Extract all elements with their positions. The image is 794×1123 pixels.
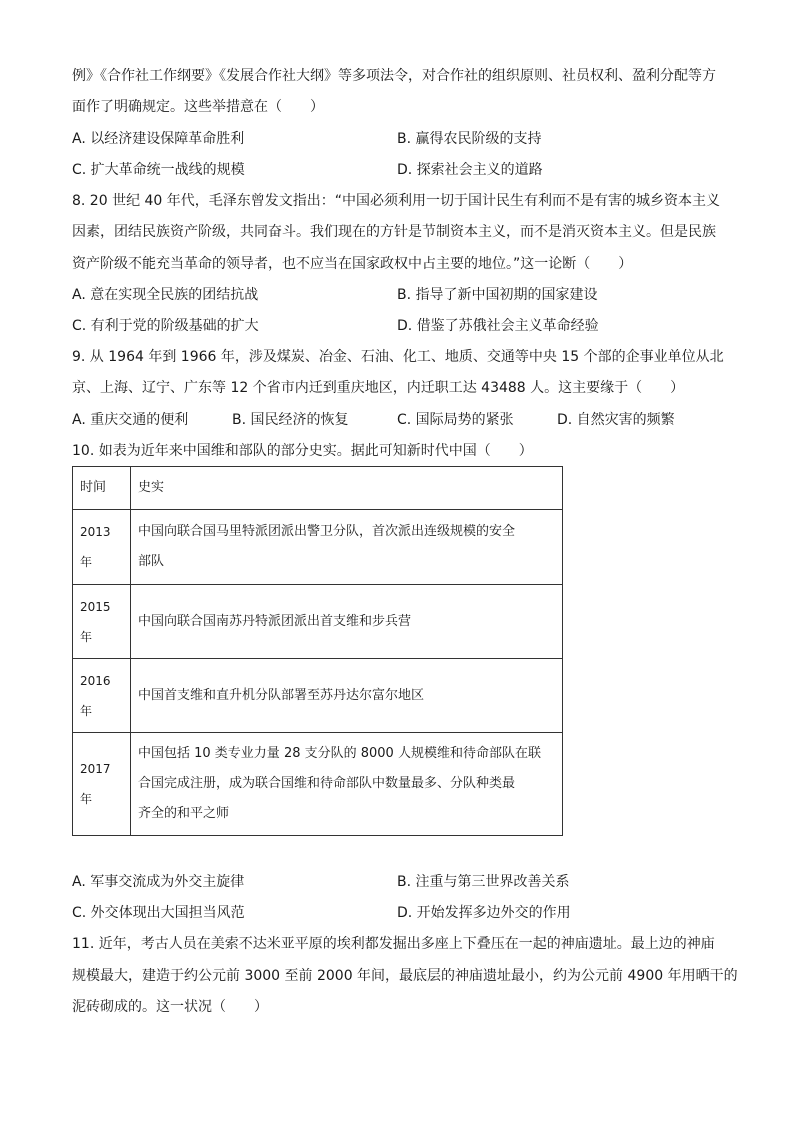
- history-table: [72, 466, 563, 836]
- table-cell-year: 2013 年: [73, 510, 131, 585]
- option-b[interactable]: B. 国民经济的恢复: [232, 412, 349, 428]
- question-8-text: 因素，团结民族资产阶级，共同奋斗。我们现在的方针是节制资本主义，而不是消灭资本主义。但是民族: [72, 224, 716, 240]
- question-text-line: 例》《合作社工作纲要》《发展合作社大纲》等多项法令，对合作社的组织原则、社员权利、盈利分配等方: [72, 68, 716, 84]
- option-a[interactable]: A. 重庆交通的便利: [72, 412, 189, 428]
- table-cell-year: 2017 年: [73, 733, 131, 836]
- option-d[interactable]: D. 借鉴了苏俄社会主义革命经验: [397, 318, 599, 334]
- option-c[interactable]: C. 国际局势的紧张: [397, 412, 514, 428]
- question-9-text: 9. 从 1964 年到 1966 年，涉及煤炭、冶金、石油、化工、地质、交通等中央 15 个部的企事业单位从北: [72, 349, 724, 365]
- question-9-text: 京、上海、辽宁、广东等 12 个省市内迁到重庆地区，内迁职工达 43488 人。这主要缘于（ ）: [72, 380, 685, 396]
- option-b[interactable]: B. 指导了新中国初期的国家建设: [397, 287, 598, 303]
- table-row: [73, 585, 563, 659]
- option-d[interactable]: D. 探索社会主义的道路: [397, 162, 543, 178]
- option-c[interactable]: C. 外交体现出大国担当风范: [72, 905, 245, 921]
- option-a[interactable]: A. 意在实现全民族的团结抗战: [72, 287, 259, 303]
- table-header-fact: 史实: [131, 467, 563, 510]
- table-cell-fact: 中国首支维和直升机分队部署至苏丹达尔富尔地区: [131, 659, 563, 733]
- option-a[interactable]: A. 军事交流成为外交主旋律: [72, 874, 245, 890]
- question-11-text: 规模最大，建造于约公元前 3000 至前 2000 年间，最底层的神庙遗址最小，约为公元前 4900 年用晒干的: [72, 968, 738, 984]
- option-c[interactable]: C. 有利于党的阶级基础的扩大: [72, 318, 259, 334]
- table-row: [73, 510, 563, 585]
- table-cell-year: 2016 年: [73, 659, 131, 733]
- question-11-text: 泥砖砌成的。这一状况（ ）: [72, 999, 268, 1015]
- option-d[interactable]: D. 自然灾害的频繁: [557, 412, 675, 428]
- table-row: [73, 659, 563, 733]
- table-cell-fact: 中国向联合国马里特派团派出警卫分队，首次派出连级规模的安全 部队: [131, 510, 563, 585]
- table-row: [73, 733, 563, 836]
- table-header-time: 时间: [73, 467, 131, 510]
- table-header-row: [73, 467, 563, 510]
- option-b[interactable]: B. 赢得农民阶级的支持: [397, 131, 542, 147]
- table-cell-year: 2015 年: [73, 585, 131, 659]
- option-d[interactable]: D. 开始发挥多边外交的作用: [397, 905, 571, 921]
- option-c[interactable]: C. 扩大革命统一战线的规模: [72, 162, 245, 178]
- option-b[interactable]: B. 注重与第三世界改善关系: [397, 874, 570, 890]
- table-cell-fact: 中国向联合国南苏丹特派团派出首支维和步兵营: [131, 585, 563, 659]
- table-cell-fact: 中国包括 10 类专业力量 28 支分队的 8000 人规模维和待命部队在联 合国完成注册，成为联合国维和待命部队中数量最多、分队种类最 齐全的和平之师: [131, 733, 563, 836]
- question-10-text: 10. 如表为近年来中国维和部队的部分史实。据此可知新时代中国（ ）: [72, 443, 533, 459]
- option-a[interactable]: A. 以经济建设保障革命胜利: [72, 131, 245, 147]
- question-text-line: 面作了明确规定。这些举措意在（ ）: [72, 99, 324, 115]
- question-11-text: 11. 近年，考古人员在美索不达米亚平原的埃利都发掘出多座上下叠压在一起的神庙遗址。最上边的神庙: [72, 936, 715, 952]
- question-8-text: 8. 20 世纪 40 年代，毛泽东曾发文指出：“中国必须利用一切于国计民生有利而不是有害的城乡资本主义: [72, 193, 721, 209]
- question-8-text: 资产阶级不能充当革命的领导者，也不应当在国家政权中占主要的地位。”这一论断（ ）: [72, 256, 633, 272]
